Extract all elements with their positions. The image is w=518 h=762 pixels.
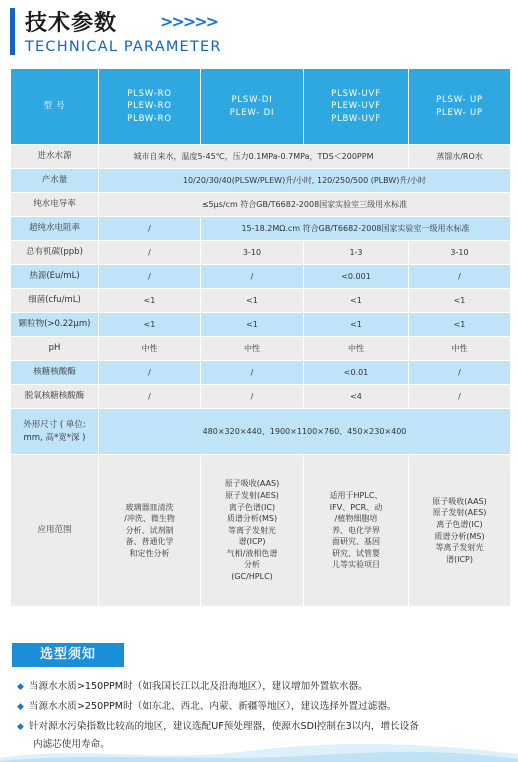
row-label: 总有机碳(ppb) — [11, 241, 99, 265]
header-label: 型 号 — [11, 69, 99, 145]
model-col-ro: PLSW-RO PLEW-RO PLBW-RO — [99, 69, 201, 145]
table-cell: <1 — [201, 313, 304, 337]
table-cell: / — [99, 385, 201, 409]
table-cell: / — [99, 361, 201, 385]
note-item: ◆ 针对源水污染指数比较高的地区，建议选配UF预处理器，使源水SDI控制在3以内，增长设备 内滤芯使用寿命。 — [17, 721, 419, 750]
table-cell: 中性 — [409, 337, 511, 361]
table-cell: <1 — [409, 313, 511, 337]
table-row — [11, 193, 511, 217]
table-row — [11, 455, 511, 607]
table-cell: 10/20/30/40(PLSW/PLEW)升/小时, 120/250/500 (PLBW)升/小时 — [99, 169, 511, 193]
table-cell: <1 — [99, 289, 201, 313]
title-accent-bar — [10, 8, 15, 55]
note-item: ◆ 当源水水质>250PPM时（如东北、西北、内蒙、新疆等地区），建议选择外置过滤器。 — [17, 701, 397, 712]
app-cell-ro: 玻璃器皿清洗 /冲洗、微生物 分析、试剂制 备、普通化学 和定性分析 — [99, 455, 201, 607]
diamond-bullet-icon: ◆ — [17, 702, 24, 712]
table-cell: <1 — [99, 313, 201, 337]
table-cell: <0.01 — [304, 361, 409, 385]
page-title: 技术参数 — [25, 11, 118, 36]
table-row — [11, 241, 511, 265]
model-col-uvf: PLSW-UVF PLEW-UVF PLBW-UVF — [304, 69, 409, 145]
table-cell: / — [201, 361, 304, 385]
table-cell: 城市自来水，温度5-45℃，压力0.1MPa-0.7MPa，TDS＜200PPM — [99, 145, 409, 169]
row-label: 细菌(cfu/mL) — [11, 289, 99, 313]
app-cell-uvf: 适用于HPLC、 IFV、PCR、动 /植物细胞培 养、电化学界 面研究、基因 研究、试管婴 儿等实验项目 — [304, 455, 409, 607]
row-label: 热源(Eu/mL) — [11, 265, 99, 289]
table-cell: / — [201, 385, 304, 409]
row-label: 颗粒物(>0.22μm) — [11, 313, 99, 337]
app-cell-di: 原子吸收(AAS) 原子发射(AES) 离子色谱(IC) 质谱分析(MS) 等离子发射光 谱(ICP) 气相/液相色谱 分析 (GC/HPLC) — [201, 455, 304, 607]
table-cell: / — [201, 265, 304, 289]
table-cell: 15-18.2MΩ.cm 符合GB/T6682-2008国家实验室一级用水标准 — [201, 217, 511, 241]
table-row — [11, 217, 511, 241]
table-row — [11, 409, 511, 455]
table-cell: ≤5μs/cm 符合GB/T6682-2008国家实验室三级用水标准 — [99, 193, 511, 217]
table-cell: / — [409, 361, 511, 385]
row-label: 应用范围 — [11, 455, 99, 607]
table-cell: 1-3 — [304, 241, 409, 265]
page-subtitle: TECHNICAL PARAMETER — [25, 39, 222, 55]
row-label: 外形尺寸 ( 单位: mm, 高*宽*深 ) — [11, 409, 99, 455]
table-header-row — [11, 69, 511, 145]
table-row — [11, 313, 511, 337]
table-row — [11, 169, 511, 193]
row-label: 脱氧核糖核酸酶 — [11, 385, 99, 409]
model-col-up: PLSW- UP PLEW- UP — [409, 69, 511, 145]
table-cell: / — [409, 265, 511, 289]
table-cell: 3-10 — [201, 241, 304, 265]
table-cell: 中性 — [201, 337, 304, 361]
row-label: pH — [11, 337, 99, 361]
table-row — [11, 289, 511, 313]
chevrons-icon: >>>>> — [160, 12, 218, 31]
table-cell: 3-10 — [409, 241, 511, 265]
row-label: 进水水源 — [11, 145, 99, 169]
table-row — [11, 265, 511, 289]
selection-title: 选型须知 — [12, 643, 124, 667]
table-cell: <1 — [304, 289, 409, 313]
table-cell: 中性 — [304, 337, 409, 361]
row-label: 产水量 — [11, 169, 99, 193]
table-cell: <1 — [409, 289, 511, 313]
table-cell: 中性 — [99, 337, 201, 361]
table-cell: <1 — [304, 313, 409, 337]
table-row — [11, 361, 511, 385]
table-cell: <4 — [304, 385, 409, 409]
note-item: ◆ 当源水水质>150PPM时（如我国长江以北及沿海地区），建议增加外置软水器。 — [17, 681, 368, 692]
model-col-di: PLSW-DI PLEW- DI — [201, 69, 304, 145]
row-label: 超纯水电阻率 — [11, 217, 99, 241]
table-cell: 480×320×440、1900×1100×760、450×230×400 — [99, 409, 511, 455]
table-row — [11, 385, 511, 409]
table-cell: <1 — [201, 289, 304, 313]
table-row — [11, 145, 511, 169]
table-cell: / — [99, 265, 201, 289]
row-label: 纯水电导率 — [11, 193, 99, 217]
diamond-bullet-icon: ◆ — [17, 682, 24, 692]
table-cell: <0.001 — [304, 265, 409, 289]
table-cell: / — [99, 241, 201, 265]
parameter-table — [10, 68, 511, 607]
app-cell-up: 原子吸收(AAS) 原子发射(AES) 离子色谱(IC) 质谱分析(MS) 等离子发射光 谱(ICP) — [409, 455, 511, 607]
table-cell: / — [99, 217, 201, 241]
section-header — [10, 6, 510, 58]
table-row — [11, 337, 511, 361]
diamond-bullet-icon: ◆ — [17, 722, 24, 732]
table-cell: / — [409, 385, 511, 409]
table-cell: 蒸馏水/RO水 — [409, 145, 511, 169]
decorative-wave — [0, 732, 518, 762]
row-label: 核糖核酸酶 — [11, 361, 99, 385]
